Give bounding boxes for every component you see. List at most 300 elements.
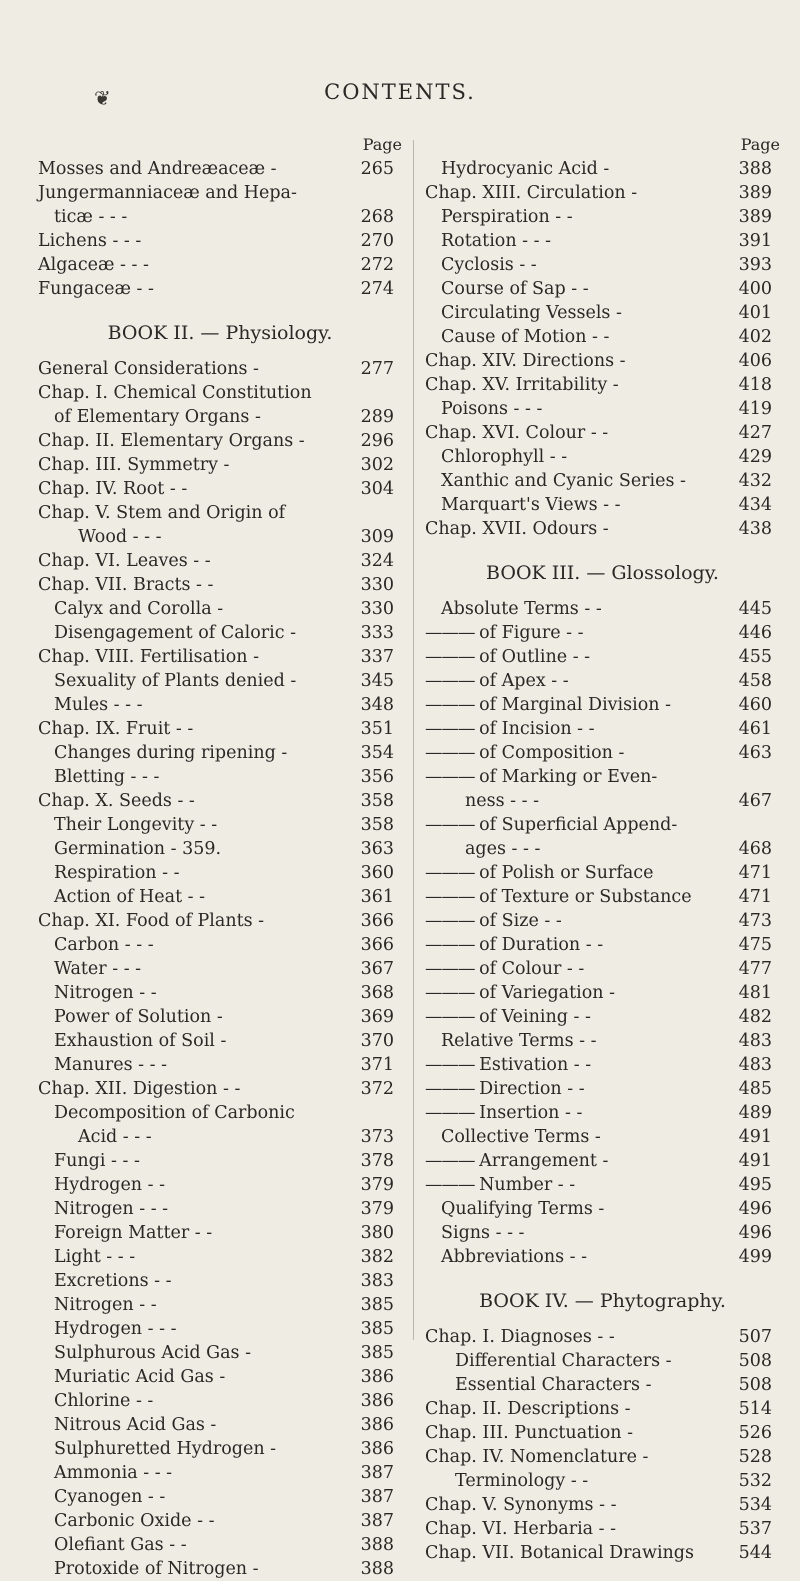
chapter-entry[interactable]: [38, 549, 402, 573]
toc-entry[interactable]: [38, 1317, 402, 1341]
entry-page-number: 304: [360, 479, 394, 499]
toc-entry[interactable]: [425, 765, 780, 789]
ornament-mark-icon: ❦: [94, 86, 111, 110]
entry-title: Chap. IX. Fruit - -: [38, 719, 194, 739]
entry-page-number: 434: [738, 495, 772, 515]
toc-entry[interactable]: [425, 693, 780, 717]
toc-entry[interactable]: [38, 861, 402, 885]
toc-entry[interactable]: [38, 229, 402, 253]
entry-title: Chap. XIV. Directions -: [425, 351, 626, 371]
entry-title: ——— Direction - -: [425, 1077, 585, 1101]
entry-title: Cyclosis - -: [441, 255, 537, 275]
toc-entry[interactable]: [425, 301, 780, 325]
entry-title: Fungi - - -: [54, 1151, 140, 1171]
entry-title: Qualifying Terms -: [441, 1199, 605, 1219]
chapter-entry[interactable]: [38, 429, 402, 453]
entry-page-number: 389: [738, 183, 772, 203]
chapter-entry[interactable]: [38, 717, 402, 741]
toc-entry[interactable]: [425, 981, 780, 1005]
entry-title: Chap. VII. Botanical Drawings: [425, 1543, 694, 1563]
toc-entry[interactable]: [38, 933, 402, 957]
toc-entry[interactable]: [425, 1469, 780, 1493]
toc-entry[interactable]: [425, 717, 780, 741]
entry-title: Rotation - - -: [441, 231, 552, 251]
toc-entry[interactable]: [425, 741, 780, 765]
entry-page-number: 274: [360, 279, 394, 299]
chapter-entry[interactable]: [425, 373, 780, 397]
entry-page-number: 379: [360, 1175, 394, 1195]
entry-page-number: 485: [738, 1079, 772, 1099]
toc-entry[interactable]: [38, 1533, 402, 1557]
entry-title: Sexuality of Plants denied -: [54, 671, 297, 691]
entry-title: ness - - -: [465, 791, 540, 811]
toc-entry[interactable]: [425, 1125, 780, 1149]
entry-page-number: 400: [738, 279, 772, 299]
chapter-entry[interactable]: [425, 1541, 780, 1565]
entry-title: ——— Number - -: [425, 1173, 575, 1197]
entry-title: Germination - 359.: [54, 839, 222, 859]
entry-page-number: 371: [360, 1055, 394, 1075]
right-column: [425, 135, 780, 1565]
toc-entry[interactable]: [425, 1149, 780, 1173]
toc-entry[interactable]: [38, 981, 402, 1005]
entry-title: Collective Terms -: [441, 1127, 601, 1147]
toc-entry[interactable]: [425, 861, 780, 885]
entry-title: Mosses and Andreæaceæ -: [38, 159, 277, 179]
entry-title: Chap. II. Descriptions -: [425, 1399, 631, 1419]
toc-entry[interactable]: [425, 253, 780, 277]
entry-title: Chap. VII. Bracts - -: [38, 575, 214, 595]
entry-title: ——— of Marginal Division -: [425, 693, 671, 717]
entry-title: Chap. IV. Root - -: [38, 479, 188, 499]
entry-page-number: 387: [360, 1463, 394, 1483]
book-heading: BOOK III. — Glossology.: [486, 562, 719, 584]
entry-title: Algaceæ - - -: [38, 255, 149, 275]
toc-entry[interactable]: [38, 1101, 402, 1125]
chapter-entry[interactable]: [38, 573, 402, 597]
entry-page-number: 277: [360, 359, 394, 379]
entry-title: Jungermanniaceæ and Hepa-: [38, 183, 297, 203]
entry-title: Chap. XV. Irritability -: [425, 375, 619, 395]
entry-title: Calyx and Corolla -: [54, 599, 224, 619]
entry-title: Ammonia - - -: [54, 1463, 173, 1483]
entry-title: Chlorine - -: [54, 1391, 154, 1411]
entry-title: ——— of Marking or Even-: [425, 765, 657, 789]
entry-page-number: 385: [360, 1319, 394, 1339]
entry-page-number: 370: [360, 1031, 394, 1051]
page-column-label: Page: [740, 135, 780, 154]
entry-title: Chap. V. Synonyms - -: [425, 1495, 617, 1515]
entry-title: Circulating Vessels -: [441, 303, 622, 323]
entry-title: Chap. VI. Herbaria - -: [425, 1519, 617, 1539]
toc-entry[interactable]: [425, 1101, 780, 1125]
entry-page-number: 499: [738, 1247, 772, 1267]
entry-title: Nitrogen - -: [54, 1295, 157, 1315]
entry-page-number: 354: [360, 743, 394, 763]
toc-entry[interactable]: [38, 1437, 402, 1461]
entry-page-number: 386: [360, 1415, 394, 1435]
toc-entry[interactable]: [425, 621, 780, 645]
entry-title: Nitrogen - -: [54, 983, 157, 1003]
toc-entry[interactable]: [425, 597, 780, 621]
chapter-entry[interactable]: [425, 349, 780, 373]
entry-title: Abbreviations - -: [441, 1247, 588, 1267]
right-entry-list: [425, 157, 780, 1565]
entry-title: General Considerations -: [38, 359, 259, 379]
toc-entry[interactable]: [425, 1053, 780, 1077]
toc-entry[interactable]: [425, 1349, 780, 1373]
entry-title: Muriatic Acid Gas -: [54, 1367, 226, 1387]
toc-entry[interactable]: [38, 1365, 402, 1389]
entry-page-number: 475: [738, 935, 772, 955]
entry-title: Chap. XVII. Odours -: [425, 519, 609, 539]
entry-title: ——— Insertion - -: [425, 1101, 582, 1125]
entry-title: ——— of Colour - -: [425, 957, 584, 981]
entry-page-number: 532: [738, 1471, 772, 1491]
toc-entry[interactable]: [425, 1005, 780, 1029]
entry-title: Bletting - - -: [54, 767, 160, 787]
chapter-entry[interactable]: [38, 477, 402, 501]
toc-entry[interactable]: [425, 669, 780, 693]
toc-entry[interactable]: [425, 493, 780, 517]
toc-entry[interactable]: [38, 765, 402, 789]
entry-page-number: 526: [738, 1423, 772, 1443]
toc-entry[interactable]: [425, 837, 780, 861]
entry-page-number: 373: [360, 1127, 394, 1147]
entry-title: Chap. I. Chemical Constitution: [38, 383, 312, 403]
entry-title: Cyanogen - -: [54, 1487, 166, 1507]
entry-title: ——— of Polish or Surface: [425, 861, 653, 885]
entry-title: Changes during ripening -: [54, 743, 288, 763]
entry-title: Manures - - -: [54, 1055, 168, 1075]
entry-title: Carbon - - -: [54, 935, 154, 955]
entry-page-number: 385: [360, 1343, 394, 1363]
chapter-entry[interactable]: [38, 789, 402, 813]
toc-entry[interactable]: [38, 1389, 402, 1413]
toc-entry[interactable]: [38, 181, 402, 205]
entry-title: ——— of Texture or Substance: [425, 885, 692, 909]
toc-entry[interactable]: [425, 885, 780, 909]
entry-title: Chap. V. Stem and Origin of: [38, 503, 286, 523]
toc-entry[interactable]: [425, 1373, 780, 1397]
entry-page-number: 393: [738, 255, 772, 275]
entry-page-number: 418: [738, 375, 772, 395]
entry-page-number: 289: [360, 407, 394, 427]
entry-page-number: 491: [738, 1151, 772, 1171]
chapter-entry[interactable]: [425, 517, 780, 541]
entry-page-number: 351: [360, 719, 394, 739]
entry-page-number: 458: [738, 671, 772, 691]
toc-entry[interactable]: [38, 1005, 402, 1029]
entry-title: Sulphuretted Hydrogen -: [54, 1439, 277, 1459]
entry-title: ——— of Incision - -: [425, 717, 595, 741]
entry-title: Chlorophyll - -: [441, 447, 568, 467]
entry-title: Chap. IV. Nomenclature -: [425, 1447, 649, 1467]
toc-entry[interactable]: [425, 1077, 780, 1101]
toc-entry[interactable]: [38, 1125, 402, 1149]
entry-page-number: 368: [360, 983, 394, 1003]
toc-entry[interactable]: [38, 405, 402, 429]
entry-title: Olefiant Gas - -: [54, 1535, 187, 1555]
entry-title: Power of Solution -: [54, 1007, 223, 1027]
book-heading: BOOK IV. — Phytography.: [479, 1290, 726, 1312]
entry-title: ticæ - - -: [54, 207, 128, 227]
toc-entry[interactable]: [38, 885, 402, 909]
entry-page-number: 445: [738, 599, 772, 619]
entry-page-number: 333: [360, 623, 394, 643]
chapter-entry[interactable]: [425, 1493, 780, 1517]
entry-page-number: 366: [360, 935, 394, 955]
entry-title: Marquart's Views - -: [441, 495, 621, 515]
entry-page-number: 330: [360, 599, 394, 619]
entry-page-number: 461: [738, 719, 772, 739]
toc-entry[interactable]: [38, 1293, 402, 1317]
toc-entry[interactable]: [38, 1221, 402, 1245]
entry-title: Chap. VI. Leaves - -: [38, 551, 211, 571]
toc-entry[interactable]: [425, 1245, 780, 1269]
chapter-entry[interactable]: [38, 645, 402, 669]
entry-title: Chap. XI. Food of Plants -: [38, 911, 265, 931]
entry-title: Xanthic and Cyanic Series -: [441, 471, 686, 491]
entry-page-number: 419: [738, 399, 772, 419]
entry-page-number: 391: [738, 231, 772, 251]
chapter-entry[interactable]: [425, 1397, 780, 1421]
toc-entry[interactable]: [38, 693, 402, 717]
entry-page-number: 481: [738, 983, 772, 1003]
entry-title: Foreign Matter - -: [54, 1223, 213, 1243]
chapter-entry[interactable]: [425, 1517, 780, 1541]
entry-title: ——— of Variegation -: [425, 981, 615, 1005]
entry-page-number: 358: [360, 791, 394, 811]
entry-page-number: 508: [738, 1375, 772, 1395]
entry-page-number: 544: [738, 1543, 772, 1563]
entry-page-number: 379: [360, 1199, 394, 1219]
chapter-entry[interactable]: [38, 381, 402, 405]
left-entry-list: [38, 157, 402, 1581]
entry-page-number: 372: [360, 1079, 394, 1099]
entry-title: ——— of Composition -: [425, 741, 624, 765]
entry-title: Poisons - - -: [441, 399, 543, 419]
entry-page-number: 489: [738, 1103, 772, 1123]
entry-title: Relative Terms - -: [441, 1031, 597, 1051]
toc-entry[interactable]: [425, 277, 780, 301]
toc-entry[interactable]: [38, 277, 402, 301]
entry-title: Exhaustion of Soil -: [54, 1031, 227, 1051]
toc-entry[interactable]: [38, 205, 402, 229]
chapter-entry[interactable]: [38, 909, 402, 933]
toc-entry[interactable]: [425, 813, 780, 837]
toc-entry[interactable]: [38, 1557, 402, 1581]
entry-title: ——— of Size - -: [425, 909, 562, 933]
entry-page-number: 482: [738, 1007, 772, 1027]
entry-title: ——— Estivation - -: [425, 1053, 591, 1077]
page-title: CONTENTS.: [324, 80, 476, 104]
entry-title: Differential Characters -: [455, 1351, 672, 1371]
entry-title: Terminology - -: [455, 1471, 589, 1491]
entry-title: Absolute Terms - -: [441, 599, 602, 619]
entry-page-number: 356: [360, 767, 394, 787]
entry-page-number: 383: [360, 1271, 394, 1291]
toc-entry[interactable]: [38, 357, 402, 381]
toc-entry[interactable]: [425, 789, 780, 813]
toc-entry[interactable]: [38, 525, 402, 549]
toc-entry[interactable]: [38, 1197, 402, 1221]
entry-title: Chap. I. Diagnoses - -: [425, 1327, 615, 1347]
entry-title: ——— Arrangement -: [425, 1149, 608, 1173]
toc-entry[interactable]: [38, 1029, 402, 1053]
entry-title: Chap. XIII. Circulation -: [425, 183, 638, 203]
entry-title: Sulphurous Acid Gas -: [54, 1343, 251, 1363]
toc-entry[interactable]: [38, 1485, 402, 1509]
entry-title: Chap. XII. Digestion - -: [38, 1079, 241, 1099]
entry-title: Chap. VIII. Fertilisation -: [38, 647, 259, 667]
entry-page-number: 337: [360, 647, 394, 667]
chapter-entry[interactable]: [425, 1421, 780, 1445]
entry-page-number: 361: [360, 887, 394, 907]
entry-page-number: 496: [738, 1223, 772, 1243]
entry-page-number: 389: [738, 207, 772, 227]
entry-page-number: 382: [360, 1247, 394, 1267]
entry-page-number: 460: [738, 695, 772, 715]
book-heading: BOOK II. — Physiology.: [107, 322, 333, 344]
entry-title: Essential Characters -: [455, 1375, 652, 1395]
chapter-entry[interactable]: [425, 421, 780, 445]
chapter-entry[interactable]: [425, 181, 780, 205]
toc-entry[interactable]: [425, 469, 780, 493]
toc-entry[interactable]: [38, 253, 402, 277]
entry-page-number: 388: [738, 159, 772, 179]
entry-page-number: 471: [738, 863, 772, 883]
toc-entry[interactable]: [38, 1269, 402, 1293]
entry-page-number: 385: [360, 1295, 394, 1315]
chapter-entry[interactable]: [425, 1445, 780, 1469]
entry-page-number: 363: [360, 839, 394, 859]
entry-page-number: 369: [360, 1007, 394, 1027]
entry-title: Light - - -: [54, 1247, 136, 1267]
toc-entry[interactable]: [38, 1053, 402, 1077]
entry-page-number: 270: [360, 231, 394, 251]
entry-title: Hydrogen - -: [54, 1175, 166, 1195]
entry-page-number: 534: [738, 1495, 772, 1515]
toc-entry[interactable]: [38, 1173, 402, 1197]
toc-entry[interactable]: [425, 645, 780, 669]
entry-page-number: 427: [738, 423, 772, 443]
entry-page-number: 324: [360, 551, 394, 571]
entry-title: Chap. III. Symmetry -: [38, 455, 230, 475]
entry-page-number: 268: [360, 207, 394, 227]
entry-title: ——— of Duration - -: [425, 933, 603, 957]
toc-entry[interactable]: [38, 1149, 402, 1173]
toc-entry[interactable]: [425, 445, 780, 469]
chapter-entry[interactable]: [38, 1077, 402, 1101]
entry-page-number: 473: [738, 911, 772, 931]
toc-entry[interactable]: [425, 957, 780, 981]
toc-entry[interactable]: [38, 813, 402, 837]
entry-page-number: 386: [360, 1391, 394, 1411]
entry-page-number: 446: [738, 623, 772, 643]
toc-entry[interactable]: [38, 597, 402, 621]
entry-page-number: 491: [738, 1127, 772, 1147]
entry-page-number: 468: [738, 839, 772, 859]
toc-entry[interactable]: [425, 1197, 780, 1221]
entry-page-number: 272: [360, 255, 394, 275]
entry-page-number: 401: [738, 303, 772, 323]
toc-entry[interactable]: [38, 741, 402, 765]
entry-page-number: 477: [738, 959, 772, 979]
entry-title: Course of Sap - -: [441, 279, 589, 299]
entry-title: ——— of Apex - -: [425, 669, 569, 693]
toc-entry[interactable]: [38, 837, 402, 861]
toc-entry[interactable]: [425, 229, 780, 253]
entry-page-number: 467: [738, 791, 772, 811]
chapter-entry[interactable]: [38, 501, 402, 525]
toc-entry[interactable]: [38, 621, 402, 645]
entry-title: Chap. II. Elementary Organs -: [38, 431, 305, 451]
entry-page-number: 309: [360, 527, 394, 547]
toc-entry[interactable]: [38, 957, 402, 981]
entry-page-number: 432: [738, 471, 772, 491]
toc-entry[interactable]: [425, 325, 780, 349]
toc-entry[interactable]: [38, 1461, 402, 1485]
entry-page-number: 507: [738, 1327, 772, 1347]
toc-entry[interactable]: [425, 1029, 780, 1053]
toc-entry[interactable]: [425, 1173, 780, 1197]
entry-page-number: 471: [738, 887, 772, 907]
entry-page-number: 348: [360, 695, 394, 715]
entry-title: Wood - - -: [78, 527, 162, 547]
chapter-entry[interactable]: [425, 1325, 780, 1349]
entry-page-number: 345: [360, 671, 394, 691]
toc-entry[interactable]: [425, 205, 780, 229]
entry-title: Chap. X. Seeds - -: [38, 791, 195, 811]
entry-page-number: 387: [360, 1487, 394, 1507]
entry-title: Acid - - -: [78, 1127, 152, 1147]
entry-title: ——— of Figure - -: [425, 621, 584, 645]
toc-entry[interactable]: [38, 1341, 402, 1365]
entry-title: Protoxide of Nitrogen -: [54, 1559, 259, 1579]
entry-title: Cause of Motion - -: [441, 327, 610, 347]
entry-page-number: 483: [738, 1031, 772, 1051]
entry-page-number: 387: [360, 1511, 394, 1531]
toc-entry[interactable]: [38, 1509, 402, 1533]
entry-title: Lichens - - -: [38, 231, 142, 251]
entry-title: Carbonic Oxide - -: [54, 1511, 215, 1531]
chapter-entry[interactable]: [38, 453, 402, 477]
entry-title: Respiration - -: [54, 863, 180, 883]
entry-page-number: 406: [738, 351, 772, 371]
toc-entry[interactable]: [38, 1413, 402, 1437]
toc-entry[interactable]: [425, 397, 780, 421]
entry-title: ——— of Outline - -: [425, 645, 590, 669]
entry-page-number: 302: [360, 455, 394, 475]
entry-title: ——— of Superficial Append-: [425, 813, 677, 837]
toc-entry[interactable]: [425, 933, 780, 957]
toc-entry[interactable]: [38, 157, 402, 181]
entry-title: Chap. XVI. Colour - -: [425, 423, 609, 443]
toc-entry[interactable]: [425, 157, 780, 181]
toc-entry[interactable]: [38, 1245, 402, 1269]
entry-title: Nitrogen - - -: [54, 1199, 169, 1219]
toc-entry[interactable]: [425, 909, 780, 933]
entry-title: Excretions - -: [54, 1271, 172, 1291]
entry-page-number: 380: [360, 1223, 394, 1243]
toc-entry[interactable]: [425, 1221, 780, 1245]
entry-page-number: 514: [738, 1399, 772, 1419]
entry-title: Their Longevity - -: [54, 815, 218, 835]
entry-page-number: 528: [738, 1447, 772, 1467]
entry-page-number: 378: [360, 1151, 394, 1171]
toc-entry[interactable]: [38, 669, 402, 693]
